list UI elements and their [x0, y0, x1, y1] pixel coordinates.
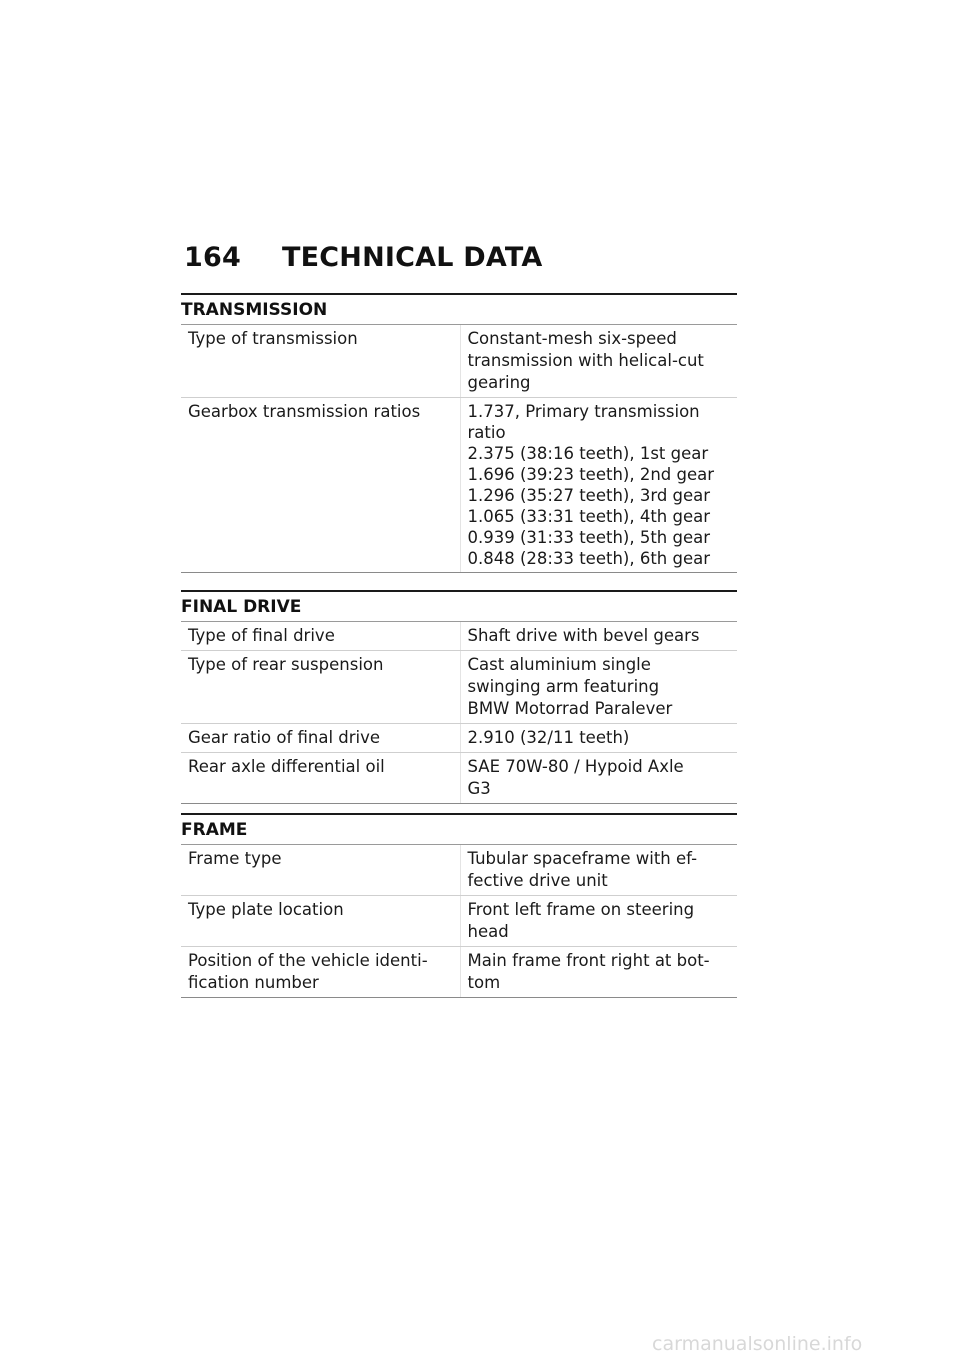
section-title: TRANSMISSION — [181, 295, 737, 325]
spec-value: Main frame front right at bot- tom — [460, 947, 738, 997]
section-title: FRAME — [181, 815, 737, 845]
spec-row — [181, 325, 737, 398]
spec-value: Constant-mesh six-speed transmission with helical-cut gearing — [460, 325, 738, 397]
spec-row — [181, 845, 737, 896]
watermark-link[interactable]: carmanualsonline.info — [652, 1333, 863, 1355]
spec-label: Type of transmission — [188, 329, 358, 348]
spec-value: Shaft drive with bevel gears — [460, 622, 738, 650]
spec-row — [181, 753, 737, 804]
spec-label: Frame type — [188, 849, 282, 868]
spec-value: 2.910 (32/11 teeth) — [460, 724, 738, 752]
spec-row — [181, 724, 737, 753]
spec-value: 1.737, Primary transmission ratio 2.375 (38:16 teeth), 1st gear 1.696 (39:23 teeth), 2nd gear 1.296 (35:27 teeth), 3rd gear 1.065 (33:31 teeth), 4th gear 0.939 (31:33 teeth), 5th gear 0.848 (28:33 teeth), 6th gear — [460, 398, 738, 572]
section-title: FINAL DRIVE — [181, 592, 737, 622]
spec-label: Type of final drive — [188, 626, 335, 645]
spec-label: Gear ratio of final drive — [188, 728, 381, 747]
section-transmission — [181, 293, 737, 573]
spec-label: Type of rear suspension — [188, 655, 384, 674]
spec-table — [181, 845, 737, 998]
spec-label: Gearbox transmission ratios — [188, 402, 421, 421]
page-number: 164 — [184, 242, 241, 273]
spec-value: Tubular spaceframe with ef- fective drive unit — [460, 845, 738, 895]
spec-label: Rear axle differential oil — [188, 757, 385, 776]
page-header — [184, 242, 744, 282]
spec-value: Front left frame on steering head — [460, 896, 738, 946]
section-frame — [181, 813, 737, 998]
section-final-drive — [181, 590, 737, 804]
spec-row — [181, 398, 737, 573]
spec-row — [181, 896, 737, 947]
spec-label: Type plate location — [188, 900, 344, 919]
spec-row — [181, 651, 737, 724]
spec-row — [181, 947, 737, 998]
spec-row — [181, 622, 737, 651]
spec-label: Position of the vehicle identi- fication number — [188, 951, 428, 992]
page-title: TECHNICAL DATA — [282, 242, 543, 273]
spec-value: Cast aluminium single swinging arm featuring BMW Motorrad Paralever — [460, 651, 738, 723]
spec-value: SAE 70W-80 / Hypoid Axle G3 — [460, 753, 738, 803]
spec-table — [181, 622, 737, 804]
spec-table — [181, 325, 737, 573]
